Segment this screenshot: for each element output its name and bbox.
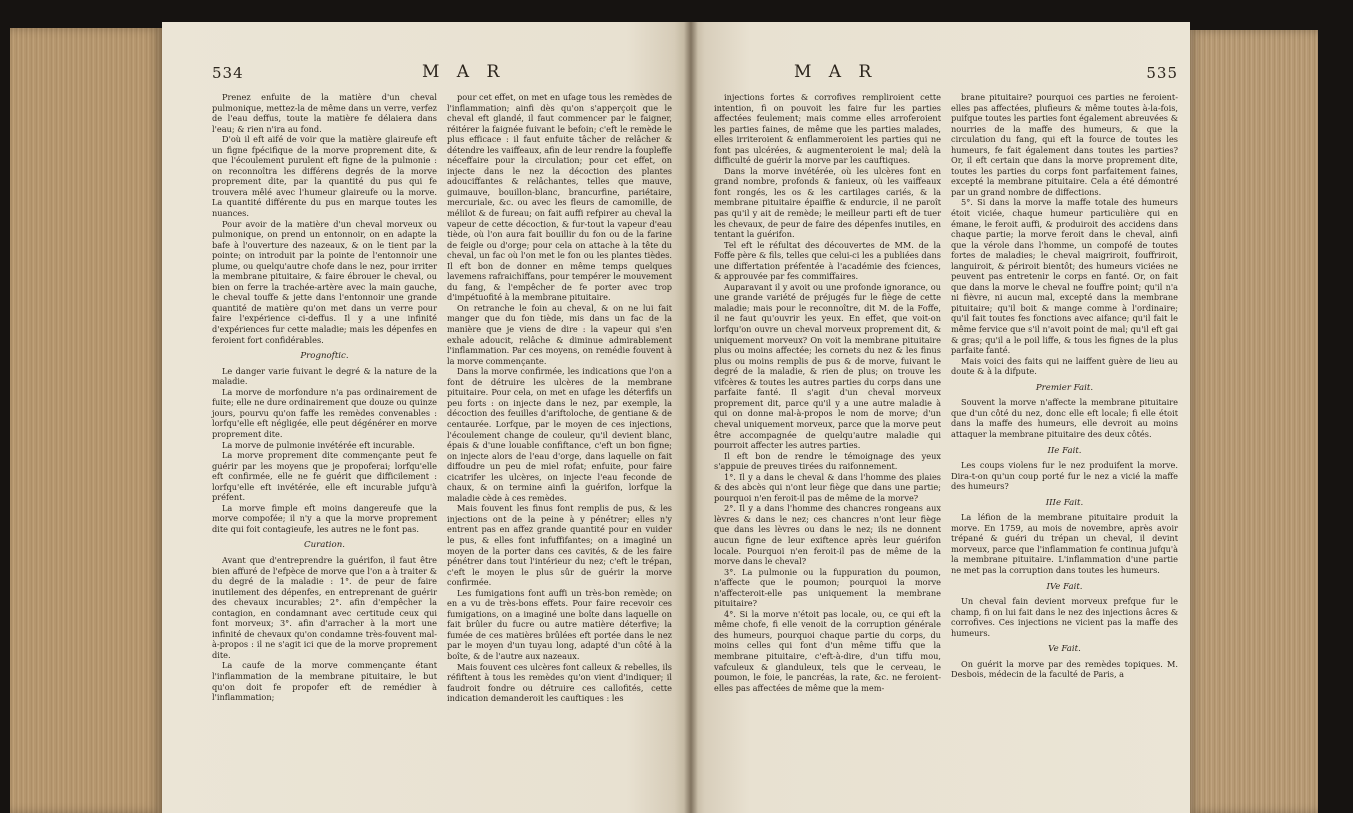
- paragraph: Souvent la morve n'affecte la membrane pituitaire que d'un côté du nez, donc elle eft locale; fi elle étoit dans la maffe des humeurs, elle devroit au moins attaquer la membrane pituitaire des deux côtés.: [951, 397, 1178, 439]
- paragraph: On retranche le foin au cheval, & on ne lui fait manger que du fon tiède, mis dans un fac de la manière que je viens de dire : la vapeur qui s'en exhale adoucit, relâche & diminue admirablement l'inflammation. Par ces moyens, on remédie fouvent à la morve commençante.: [447, 302, 672, 366]
- section-heading: IIe Fait.: [1047, 445, 1082, 456]
- right-page: [690, 22, 1190, 813]
- section-heading: Prognoftic.: [300, 351, 349, 362]
- paragraph: 3°. La pulmonie ou la fuppuration du poumon, n'affecte que le poumon; pourquoi la morve n'affecteroit-elle pas uniquement la membrane pituitaire?: [714, 566, 941, 609]
- running-head: M A R: [422, 62, 506, 82]
- text-column: [212, 92, 437, 704]
- left-page-edges: [10, 28, 162, 813]
- right-page-edges: [1188, 30, 1318, 813]
- text-column: [447, 92, 672, 704]
- paragraph: La morve fimple eft moins dangereufe que la morve compofée; il n'y a que la morve proprement dite qui foit contagieufe, les autres ne le font pas.: [212, 502, 437, 534]
- paragraph: Prenez enfuite de la matière d'un cheval pulmonique, mettez-la de même dans un verre, verfez de l'eau deffus, toute la matière fe délaiera dans l'eau; & rien n'ira au fond.: [212, 92, 437, 134]
- paragraph: La caufe de la morve commençante étant l'inflammation de la membrane pituitaire, le but qu'on doit fe propofer eft de remédier à l'inflammation;: [212, 660, 437, 703]
- paragraph: 5°. Si dans la morve la maffe totale des humeurs étoit viciée, chaque humeur particulière qui en émane, le feroit auffi, & produiroit des accidens dans chaque partie; la morve feroit dans le cheval, ainfi que la vérole dans l'homme, un compofé de toutes fortes de maladies; le cheval maigriroit, fouffriroit, languiroit, & périroit bientôt; des humeurs viciées ne peuvent pas entretenir le corps en fanté. Or, on fait que dans la morve le cheval ne fouffre point; qu'il n'a ni fièvre, ni aucun mal, excepté dans la membrane pituitaire; qu'il boit & mange comme à l'ordinaire; qu'il fait toutes fes fonctions avec aifance; qu'il fait le même fervice que s'il n'avoit point de mal; qu'il eft gai & gras; qu'il a le poil liffe, & tous les fignes de la plus parfaite fanté.: [951, 197, 1178, 356]
- paragraph: Mais fouvent les finus font remplis de pus, & les injections ont de la peine à y pénétrer; elles n'y entrent pas en affez grande quantité pour en vuider le pus, & elles font infuffifantes; on a imaginé un moyen de la porter dans ces cavités, & de les faire pénétrer dans tout l'intérieur du nez; c'eft le trépan, c'eft le moyen le plus sûr de guérir la morve confirmée.: [447, 503, 672, 588]
- section-heading: IVe Fait.: [1046, 581, 1083, 592]
- paragraph: D'où il eft aifé de voir que la matière glaireufe eft un figne fpécifique de la morve proprement dite, & que l'écoulement purulent eft figne de la pulmonie : on reconnoîtra les différens degrés de la morve proprement dite, par la quantité du pus qui fe trouvera mêlé avec l'humeur glaireufe ou la morve. La quantité différente du pus en marque toutes les nuances.: [212, 134, 437, 219]
- paragraph: La morve de morfondure n'a pas ordinairement de fuite; elle ne dure ordinairement que douze ou quinze jours, pourvu qu'on faffe les remèdes convenables : lorfqu'elle eft négligée, elle peut dégénérer en morve proprement dite.: [212, 386, 437, 439]
- paragraph: injections fortes & corrofives rempliroient cette intention, fi on pouvoit les faire fur les parties affectées feulement; mais comme elles arroferoient les parties faines, de même que les parties malades, elles irriteroient & enflammeroient les parties qui ne font pas ulcérées, & augmenteroient le mal; delà la difficulté de guérir la morve par les cauftiques.: [714, 92, 941, 166]
- section-heading: Ve Fait.: [1048, 644, 1081, 655]
- paragraph: Le danger varie fuivant le degré & la nature de la maladie.: [212, 365, 437, 387]
- paragraph: Un cheval fain devient morveux prefque fur le champ, fi on lui fait dans le nez des injections âcres & corrofives. Ces injections ne vicient pas la maffe des humeurs.: [951, 596, 1178, 638]
- paragraph: La morve proprement dite commençante peut fe guérir par les moyens que je propoferai; lorfqu'elle eft confirmée, elle ne fe guérit que difficilement : lorfqu'elle eft invétérée, elle eft incurable jufqu'à préfent.: [212, 450, 437, 503]
- paragraph: Mais voici des faits qui ne laiffent guère de lieu au doute & à la difpute.: [951, 355, 1178, 377]
- section-heading: Premier Fait.: [1035, 382, 1094, 393]
- paragraph: Dans la morve confirmée, les indications que l'on a font de détruire les ulcères de la membrane pituitaire. Pour cela, on met en ufage les déterfifs un peu forts : on injecte dans le nez, par exemple, la décoction des feuilles d'ariftoloche, de gentiane & de centaurée. Lorfque, par le moyen de ces injections, l'écoulement change de couleur, qu'il devient blanc, épais & d'une louable confiftance, c'eft un bon figne; on injecte alors de l'eau d'orge, dans laquelle on fait diffoudre un peu de miel rofat; enfuite, pour faire cicatrifer les ulcères, on injecte l'eau feconde de chaux, & on termine ainfi la guérifon, lorfque la maladie cède à ces remèdes.: [447, 366, 672, 503]
- left-page-columns: [212, 92, 672, 704]
- book-gutter: [684, 22, 698, 813]
- paragraph: Mais fouvent ces ulcères font calleux & rebelles, ils réfiftent à tous les remèdes qu'on vient d'indiquer; il faudroit fondre ou détruire ces callofités, cette indication demanderoit les cauftiques : les: [447, 661, 672, 704]
- right-page-header: [714, 62, 1178, 88]
- paragraph: Pour avoir de la matière d'un cheval morveux ou pulmonique, on prend un entonnoir, on en adapte la bafe à l'ouverture des nazeaux, & on le tient par la pointe; on introduit par la pointe de l'entonnoir une plume, ou quelqu'autre chofe dans le nez, pour irriter la membrane pituitaire, & faire ébrouer le cheval, ou bien on ferre la trachée-artère avec la main gauche, le cheval touffe & jette dans l'entonnoir une grande quantité de matière qu'on met dans un verre pour faire l'expérience ci-deffus. Il y a une infinité d'expériences fur cette maladie; mais les dépenfes en feroient fort confidérables.: [212, 218, 437, 345]
- page-number: 534: [212, 64, 244, 82]
- paragraph: La morve de pulmonie invétérée eft incurable.: [222, 439, 415, 450]
- text-column: [951, 92, 1178, 693]
- paragraph: Tel eft le réfultat des découvertes de MM. de la Foffe père & fils, telles que celui-ci les a publiées dans une differtation préfentée à l'académie des fciences, & approuvée par fes commiffaires.: [714, 239, 941, 282]
- paragraph: pour cet effet, on met en ufage tous les remèdes de l'inflammation; ainfi dès qu'on s'apperçoit que le cheval eft glandé, il faut commencer par le faigner, réitérer la faignée fuivant le befoin; c'eft le remède le plus efficace : il faut enfuite tâcher de relâcher & détendre les vaiffeaux, afin de leur rendre la foupleffe néceffaire pour la circulation; pour cet effet, on injecte dans le nez la décoction des plantes adouciffantes & relâchantes, telles que mauve, guimauve, bouillon-blanc, brancurfine, pariétaire, mercuriale, &c. ou avec les fleurs de camomille, de mélilot & de fureau; on fait auffi refpirer au cheval la vapeur de cette décoction, & fur-tout la vapeur d'eau tiède, où l'on aura fait bouillir du fon ou de la farine de feigle ou d'orge; pour cela on attache à la tête du cheval, un fac où l'on met le fon ou les plantes tièdes. Il eft bon de donner en même temps quelques lavemens rafraichiffans, pour tempérer le mouvement du fang, & l'empêcher de fe porter avec trop d'impétuofité à la membrane pituitaire.: [447, 92, 672, 303]
- paragraph: Dans la morve invétérée, où les ulcères font en grand nombre, profonds & fanieux, où les vaiffeaux font rongés, les os & les cartilages cariés, & la membrane pituitaire épaiffie & endurcie, il ne paroît pas qu'il y ait de remède; le meilleur parti eft de tuer les chevaux, de peur de faire des dépenfes inutiles, en tentant la guérifon.: [714, 165, 941, 240]
- section-heading: Curation.: [304, 540, 345, 551]
- paragraph: 2°. Il y a dans l'homme des chancres rongeans aux lèvres & dans le nez; ces chancres n'ont leur fiège que dans les lèvres ou dans le nez; ils ne donnent aucun figne de leur exiftence après leur guérifon locale. Pourquoi n'en feroit-il pas de même de la morve dans le cheval?: [714, 503, 941, 567]
- paragraph: 1°. Il y a dans le cheval & dans l'homme des plaies & des abcès qui n'ont leur fiège que dans une partie; pourquoi n'en feroit-il pas de même de la morve?: [714, 471, 941, 503]
- paragraph: La léfion de la membrane pituitaire produit la morve. En 1759, au mois de novembre, après avoir trépané & guéri du trépan un cheval, il devint morveux, parce que l'inflammation fe continua jufqu'à la membrane pituitaire. L'inflammation d'une partie ne met pas la corruption dans toutes les humeurs.: [951, 512, 1178, 575]
- paragraph: On guérit la morve par des remèdes topiques. M. Desbois, médecin de la faculté de Paris, a: [951, 658, 1178, 680]
- running-head: M A R: [794, 62, 878, 82]
- section-heading: IIIe Fait.: [1045, 497, 1084, 508]
- paragraph: Auparavant il y avoit ou une profonde ignorance, ou une grande variété de préjugés fur le fiège de cette maladie; mais pour le reconnoître, dit M. de la Foffe, il ne faut qu'ouvrir les yeux. En effet, que voit-on lorfqu'on ouvre un cheval morveux proprement dit, & uniquement morveux? On voit la membrane pituitaire plus ou moins affectée; les cornets du nez & les finus plus ou moins remplis de pus & de morve, fuivant le degré de la maladie, & rien de plus; on trouve les vifcères & toutes les autres parties du corps dans une parfaite fanté. Il s'agit d'un cheval morveux proprement dit, parce qu'il y a une autre maladie à qui on donne mal-à-propos le nom de morve; d'un cheval uniquement morveux, parce que la morve peut être accompagnée de quelqu'autre maladie qui pourroit affecter les autres parties.: [714, 281, 941, 451]
- left-page-header: [212, 62, 672, 88]
- paragraph: Il eft bon de rendre le témoignage des yeux s'appuie de preuves tirées du raifonnement.: [714, 450, 941, 472]
- paragraph: brane pituitaire? pourquoi ces parties ne feroient-elles pas affectées, plufieurs & même toutes à-la-fois, puifque toutes les parties font également abreuvées & nourries de la maffe des humeurs, & que la circulation du fang, qui eft la fource de toutes les humeurs, fe fait également dans toutes les parties? Or, il eft certain que dans la morve proprement dite, toutes les parties du corps font parfaitement faines, excepté la membrane pituitaire. Cela a été démontré par un grand nombre de diffections.: [951, 92, 1178, 197]
- left-page: [162, 22, 690, 813]
- paragraph: Les fumigations font auffi un très-bon remède; on en a vu de très-bons effets. Pour faire recevoir ces fumigations, on a imaginé une boîte dans laquelle on fait brûler du fucre ou autre matière déterfive; la fumée de ces matières brûlées eft portée dans le nez par le moyen d'un tuyau long, adapté d'un côté à la boîte, & de l'autre aux nazeaux.: [447, 587, 672, 661]
- right-page-columns: [714, 92, 1178, 693]
- paragraph: Avant que d'entreprendre la guérifon, il faut être bien affuré de l'efpèce de morve que l'on a à traiter & du degré de la maladie : 1°. de peur de faire inutilement des dépenfes, en entreprenant de guérir des chevaux incurables; 2°. afin d'empêcher la contagion, en condamnant avec certitude ceux qui font morveux; 3°. afin d'arracher à la mort une infinité de chevaux qu'on condamne très-fouvent mal-à-propos : il ne s'agit ici que de la morve proprement dite.: [212, 554, 437, 660]
- page-number: 535: [1146, 64, 1178, 82]
- paragraph: Les coups violens fur le nez produifent la morve. Dira-t-on qu'un coup porté fur le nez a vicié la maffe des humeurs?: [951, 460, 1178, 492]
- paragraph: 4°. Si la morve n'étoit pas locale, ou, ce qui eft la même chofe, fi elle venoit de la corruption générale des humeurs, pourquoi chaque partie du corps, du moins celles qui font d'un même tiffu que la membrane pituitaire, c'eft-à-dire, d'un tiffu mou, vafculeux & glanduleux, tels que le cerveau, le poumon, le foie, le pancréas, la rate, &c. ne feroient-elles pas affectées de même que la mem-: [714, 608, 941, 693]
- text-column: [714, 92, 941, 693]
